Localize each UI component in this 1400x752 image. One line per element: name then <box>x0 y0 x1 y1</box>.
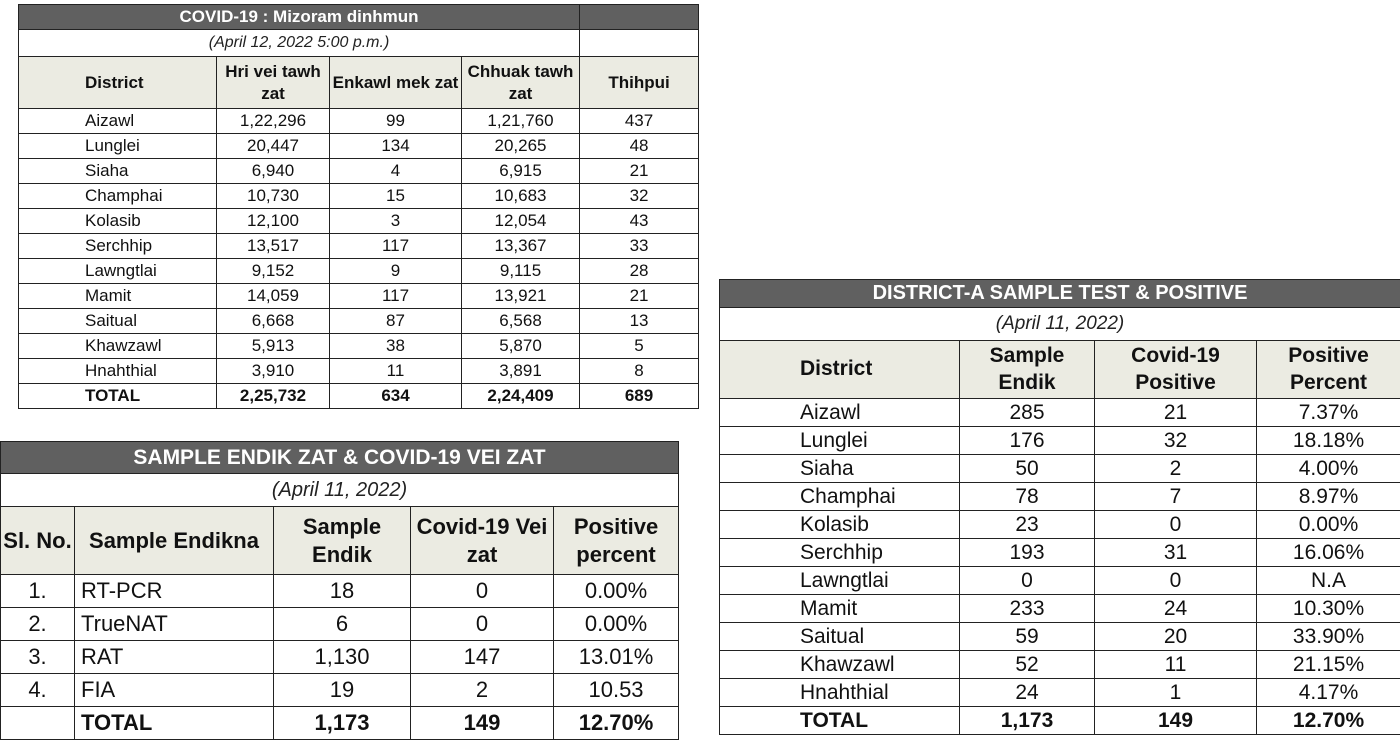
table-row <box>720 679 1400 707</box>
sample-tests-table <box>0 441 679 740</box>
table-cell: 3,910 <box>217 359 330 384</box>
table-cell: 10,683 <box>462 184 580 209</box>
total-cell: 1,173 <box>274 707 411 740</box>
table-cell: 3. <box>1 641 75 674</box>
table-cell: Serchhip <box>19 234 217 259</box>
table-cell: Hnahthial <box>720 679 960 707</box>
table-cell: 1. <box>1 575 75 608</box>
table-cell: 10.53 <box>554 674 679 707</box>
total-cell: TOTAL <box>75 707 274 740</box>
table-cell: 13.01% <box>554 641 679 674</box>
table-cell: 176 <box>960 427 1095 455</box>
table-cell: 193 <box>960 539 1095 567</box>
table-cell: 5,913 <box>217 334 330 359</box>
table-cell: Khawzawl <box>720 651 960 679</box>
table-cell: Hnahthial <box>19 359 217 384</box>
table-cell: 13 <box>580 309 699 334</box>
table-cell: Lunglei <box>720 427 960 455</box>
table-date: (April 11, 2022) <box>720 308 1400 341</box>
total-cell: TOTAL <box>19 384 217 409</box>
table-cell: Kolasib <box>19 209 217 234</box>
table-cell: 8 <box>580 359 699 384</box>
district-tests-table <box>719 279 1400 735</box>
table-cell: 21 <box>580 159 699 184</box>
table-row <box>720 595 1400 623</box>
table-cell: 6,940 <box>217 159 330 184</box>
table-cell: 13,367 <box>462 234 580 259</box>
table-cell: 78 <box>960 483 1095 511</box>
table-row <box>720 399 1400 427</box>
table-cell: Saitual <box>19 309 217 334</box>
table-cell: 31 <box>1095 539 1257 567</box>
table-row <box>19 284 699 309</box>
table-date: (April 11, 2022) <box>1 474 679 507</box>
table-row <box>720 511 1400 539</box>
table-cell: 13,921 <box>462 284 580 309</box>
table-cell: 5 <box>580 334 699 359</box>
table-title: SAMPLE ENDIK ZAT & COVID-19 VEI ZAT <box>1 442 679 474</box>
table-cell: 12,100 <box>217 209 330 234</box>
table-cell: 117 <box>330 284 462 309</box>
total-cell <box>1 707 75 740</box>
table-cell: 14,059 <box>217 284 330 309</box>
total-cell: TOTAL <box>720 707 960 735</box>
table-row <box>19 334 699 359</box>
column-header: Sample Endikna <box>75 507 274 575</box>
table-cell: 0 <box>411 575 554 608</box>
table-cell: 2 <box>1095 455 1257 483</box>
table-cell: 4.17% <box>1257 679 1400 707</box>
table-cell: 15 <box>330 184 462 209</box>
table-row <box>720 567 1400 595</box>
table-cell: 18 <box>274 575 411 608</box>
column-header: Enkawl mek zat <box>330 57 462 109</box>
table-cell: 5,870 <box>462 334 580 359</box>
total-row <box>720 707 1400 735</box>
total-cell: 12.70% <box>1257 707 1400 735</box>
column-header: Positive Percent <box>1257 341 1400 399</box>
table-row <box>720 651 1400 679</box>
column-header: Hri vei tawh zat <box>217 57 330 109</box>
table-cell: Mamit <box>720 595 960 623</box>
table-cell: 6,915 <box>462 159 580 184</box>
table-cell: 0 <box>960 567 1095 595</box>
table-cell: 10,730 <box>217 184 330 209</box>
column-header: Covid-19 Vei zat <box>411 507 554 575</box>
table-body <box>19 109 699 384</box>
table-cell: 0.00% <box>1257 511 1400 539</box>
column-header: Thihpui <box>580 57 699 109</box>
total-cell: 149 <box>411 707 554 740</box>
column-header: Sample Endik <box>960 341 1095 399</box>
table-cell: 21.15% <box>1257 651 1400 679</box>
table-cell: 99 <box>330 109 462 134</box>
table-row <box>19 359 699 384</box>
table-cell: 32 <box>580 184 699 209</box>
table-cell: 0.00% <box>554 608 679 641</box>
table-cell: 33 <box>580 234 699 259</box>
title-blank-cell <box>580 5 699 30</box>
table-cell: 3,891 <box>462 359 580 384</box>
table-cell: 9 <box>330 259 462 284</box>
table-cell: 20 <box>1095 623 1257 651</box>
table-cell: 33.90% <box>1257 623 1400 651</box>
table-cell: Saitual <box>720 623 960 651</box>
table-cell: 2. <box>1 608 75 641</box>
column-header: Positive percent <box>554 507 679 575</box>
table-cell: 18.18% <box>1257 427 1400 455</box>
total-cell: 634 <box>330 384 462 409</box>
table-cell: 87 <box>330 309 462 334</box>
table-date: (April 12, 2022 5:00 p.m.) <box>19 30 580 57</box>
mizoram-status-table <box>18 4 699 409</box>
table-cell: 32 <box>1095 427 1257 455</box>
table-cell: 0.00% <box>554 575 679 608</box>
table-cell: 8.97% <box>1257 483 1400 511</box>
table-cell: 0 <box>1095 511 1257 539</box>
table-cell: 52 <box>960 651 1095 679</box>
table-row <box>19 259 699 284</box>
table-cell: 38 <box>330 334 462 359</box>
table-row <box>1 575 679 608</box>
table-cell: 23 <box>960 511 1095 539</box>
table-cell: Champhai <box>720 483 960 511</box>
table-cell: 20,447 <box>217 134 330 159</box>
table-cell: TrueNAT <box>75 608 274 641</box>
table-cell: 24 <box>960 679 1095 707</box>
column-header: Sample Endik <box>274 507 411 575</box>
table-cell: N.A <box>1257 567 1400 595</box>
table-cell: 20,265 <box>462 134 580 159</box>
table-body <box>1 575 679 707</box>
table-title: COVID-19 : Mizoram dinhmun <box>19 5 580 30</box>
table-cell: 50 <box>960 455 1095 483</box>
table-cell: 12,054 <box>462 209 580 234</box>
table-cell: Lawngtlai <box>720 567 960 595</box>
table-cell: RAT <box>75 641 274 674</box>
table-cell: Champhai <box>19 184 217 209</box>
table-row <box>19 159 699 184</box>
table-row <box>720 483 1400 511</box>
table-cell: Siaha <box>720 455 960 483</box>
table-row <box>720 623 1400 651</box>
table-cell: 285 <box>960 399 1095 427</box>
table-row <box>1 641 679 674</box>
table-cell: 1,130 <box>274 641 411 674</box>
table-cell: 19 <box>274 674 411 707</box>
table-cell: Kolasib <box>720 511 960 539</box>
column-header: District <box>720 341 960 399</box>
total-cell: 2,25,732 <box>217 384 330 409</box>
table-cell: 3 <box>330 209 462 234</box>
table-cell: 10.30% <box>1257 595 1400 623</box>
table-cell: 0 <box>1095 567 1257 595</box>
table-row <box>19 209 699 234</box>
table-body <box>720 399 1400 707</box>
table-cell: Lawngtlai <box>19 259 217 284</box>
table-cell: 9,152 <box>217 259 330 284</box>
table-cell: 11 <box>1095 651 1257 679</box>
table-cell: 4. <box>1 674 75 707</box>
table-cell: 6,568 <box>462 309 580 334</box>
table-cell: 1 <box>1095 679 1257 707</box>
table-cell: 48 <box>580 134 699 159</box>
table-cell: 21 <box>1095 399 1257 427</box>
table-row <box>19 309 699 334</box>
table-cell: Siaha <box>19 159 217 184</box>
date-blank-cell <box>580 30 699 57</box>
table-cell: Lunglei <box>19 134 217 159</box>
table-cell: 21 <box>580 284 699 309</box>
table-cell: 16.06% <box>1257 539 1400 567</box>
table-cell: 437 <box>580 109 699 134</box>
table-cell: 0 <box>411 608 554 641</box>
table-cell: Aizawl <box>19 109 217 134</box>
total-cell: 689 <box>580 384 699 409</box>
table-cell: 7.37% <box>1257 399 1400 427</box>
column-header: Covid-19 Positive <box>1095 341 1257 399</box>
total-row <box>1 707 679 740</box>
table-cell: 117 <box>330 234 462 259</box>
column-header: Chhuak tawh zat <box>462 57 580 109</box>
table-cell: 2 <box>411 674 554 707</box>
table-cell: Mamit <box>19 284 217 309</box>
table-cell: 11 <box>330 359 462 384</box>
table-cell: 4.00% <box>1257 455 1400 483</box>
table-row <box>1 608 679 641</box>
table-cell: 6,668 <box>217 309 330 334</box>
table-cell: 1,22,296 <box>217 109 330 134</box>
table-cell: 24 <box>1095 595 1257 623</box>
total-row <box>19 384 699 409</box>
table-row <box>19 109 699 134</box>
table-cell: 13,517 <box>217 234 330 259</box>
table-cell: 147 <box>411 641 554 674</box>
table-cell: 1,21,760 <box>462 109 580 134</box>
table-cell: Khawzawl <box>19 334 217 359</box>
table-row <box>720 455 1400 483</box>
total-cell: 12.70% <box>554 707 679 740</box>
table-cell: Aizawl <box>720 399 960 427</box>
table-cell: 43 <box>580 209 699 234</box>
table-cell: 7 <box>1095 483 1257 511</box>
table-row <box>1 674 679 707</box>
table-cell: 28 <box>580 259 699 284</box>
table-row <box>19 134 699 159</box>
table-row <box>19 234 699 259</box>
table-cell: 4 <box>330 159 462 184</box>
table-title: DISTRICT-A SAMPLE TEST & POSITIVE <box>720 280 1400 308</box>
total-cell: 1,173 <box>960 707 1095 735</box>
column-header: Sl. No. <box>1 507 75 575</box>
total-cell: 2,24,409 <box>462 384 580 409</box>
table-cell: 9,115 <box>462 259 580 284</box>
table-row <box>720 427 1400 455</box>
table-cell: Serchhip <box>720 539 960 567</box>
table-row <box>19 184 699 209</box>
table-cell: 59 <box>960 623 1095 651</box>
table-row <box>720 539 1400 567</box>
table-cell: 233 <box>960 595 1095 623</box>
total-cell: 149 <box>1095 707 1257 735</box>
table-cell: 6 <box>274 608 411 641</box>
table-cell: 134 <box>330 134 462 159</box>
table-cell: FIA <box>75 674 274 707</box>
table-cell: RT-PCR <box>75 575 274 608</box>
column-header: District <box>19 57 217 109</box>
